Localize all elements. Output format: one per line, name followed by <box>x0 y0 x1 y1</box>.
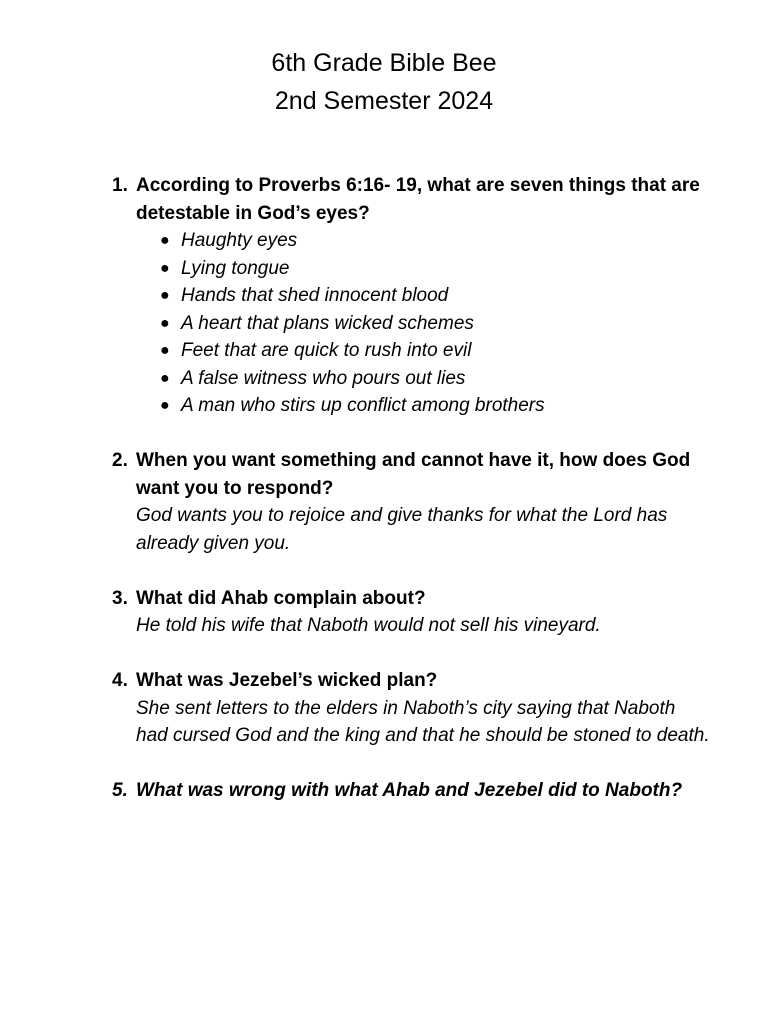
bullet-icon: ● <box>160 397 170 414</box>
question-text: What did Ahab complain about? <box>136 587 426 609</box>
bullet-text: Hands that shed innocent blood <box>181 285 449 306</box>
bullet-text: A man who stirs up conflict among brothers <box>181 395 545 416</box>
answer-text: He told his wife that Naboth would not sell his vineyard. <box>136 615 601 636</box>
question-number: 5. <box>112 780 128 801</box>
question-text: What was wrong with what Ahab and Jezebel did to Naboth? <box>136 780 683 801</box>
bullet-icon: ● <box>160 314 170 332</box>
answer-bullet <box>136 310 712 338</box>
question-text: When you want something and cannot have it, how does God want you to respond? <box>136 450 691 499</box>
question-3 <box>112 585 712 640</box>
answer-bullet <box>136 255 712 283</box>
bullet-text: A false witness who pours out lies <box>181 367 466 389</box>
question-text: What was Jezebel’s wicked plan? <box>136 670 438 691</box>
bullet-text: Feet that are quick to rush into evil <box>181 340 472 361</box>
document-title <box>0 44 768 120</box>
bullet-icon: ● <box>160 287 170 304</box>
question-4 <box>112 667 712 750</box>
bullet-text: A heart that plans wicked schemes <box>181 312 474 334</box>
answer-bullet <box>136 282 712 310</box>
answer-text: God wants you to rejoice and give thanks for what the Lord has already given you. <box>136 505 668 554</box>
title-line-2: 2nd Semester 2024 <box>274 87 494 115</box>
answer-bullet-list <box>136 227 712 420</box>
bullet-icon: ● <box>160 369 170 387</box>
bullet-text: Lying tongue <box>181 257 290 279</box>
answer-bullet <box>136 392 712 420</box>
question-1 <box>112 172 712 420</box>
bullet-icon: ● <box>160 342 170 359</box>
answer-bullet <box>136 337 712 365</box>
title-line-1: 6th Grade Bible Bee <box>271 49 497 77</box>
question-text: According to Proverbs 6:16- 19, what are seven things that are detestable in God’s eyes? <box>136 175 700 224</box>
question-number: 1. <box>112 175 128 196</box>
bullet-icon: ● <box>160 232 170 249</box>
question-2 <box>112 447 712 557</box>
bullet-text: Haughty eyes <box>181 230 298 251</box>
question-number: 4. <box>112 670 128 691</box>
question-number: 2. <box>112 450 128 471</box>
answer-text: She sent letters to the elders in Naboth’s city saying that Naboth had cursed God and the king and that he should be stoned to death. <box>136 697 710 746</box>
question-number: 3. <box>112 587 128 609</box>
answer-bullet <box>136 365 712 393</box>
question-5 <box>112 777 712 805</box>
answer-bullet <box>136 227 712 255</box>
question-list <box>112 172 712 832</box>
bullet-icon: ● <box>160 259 170 277</box>
